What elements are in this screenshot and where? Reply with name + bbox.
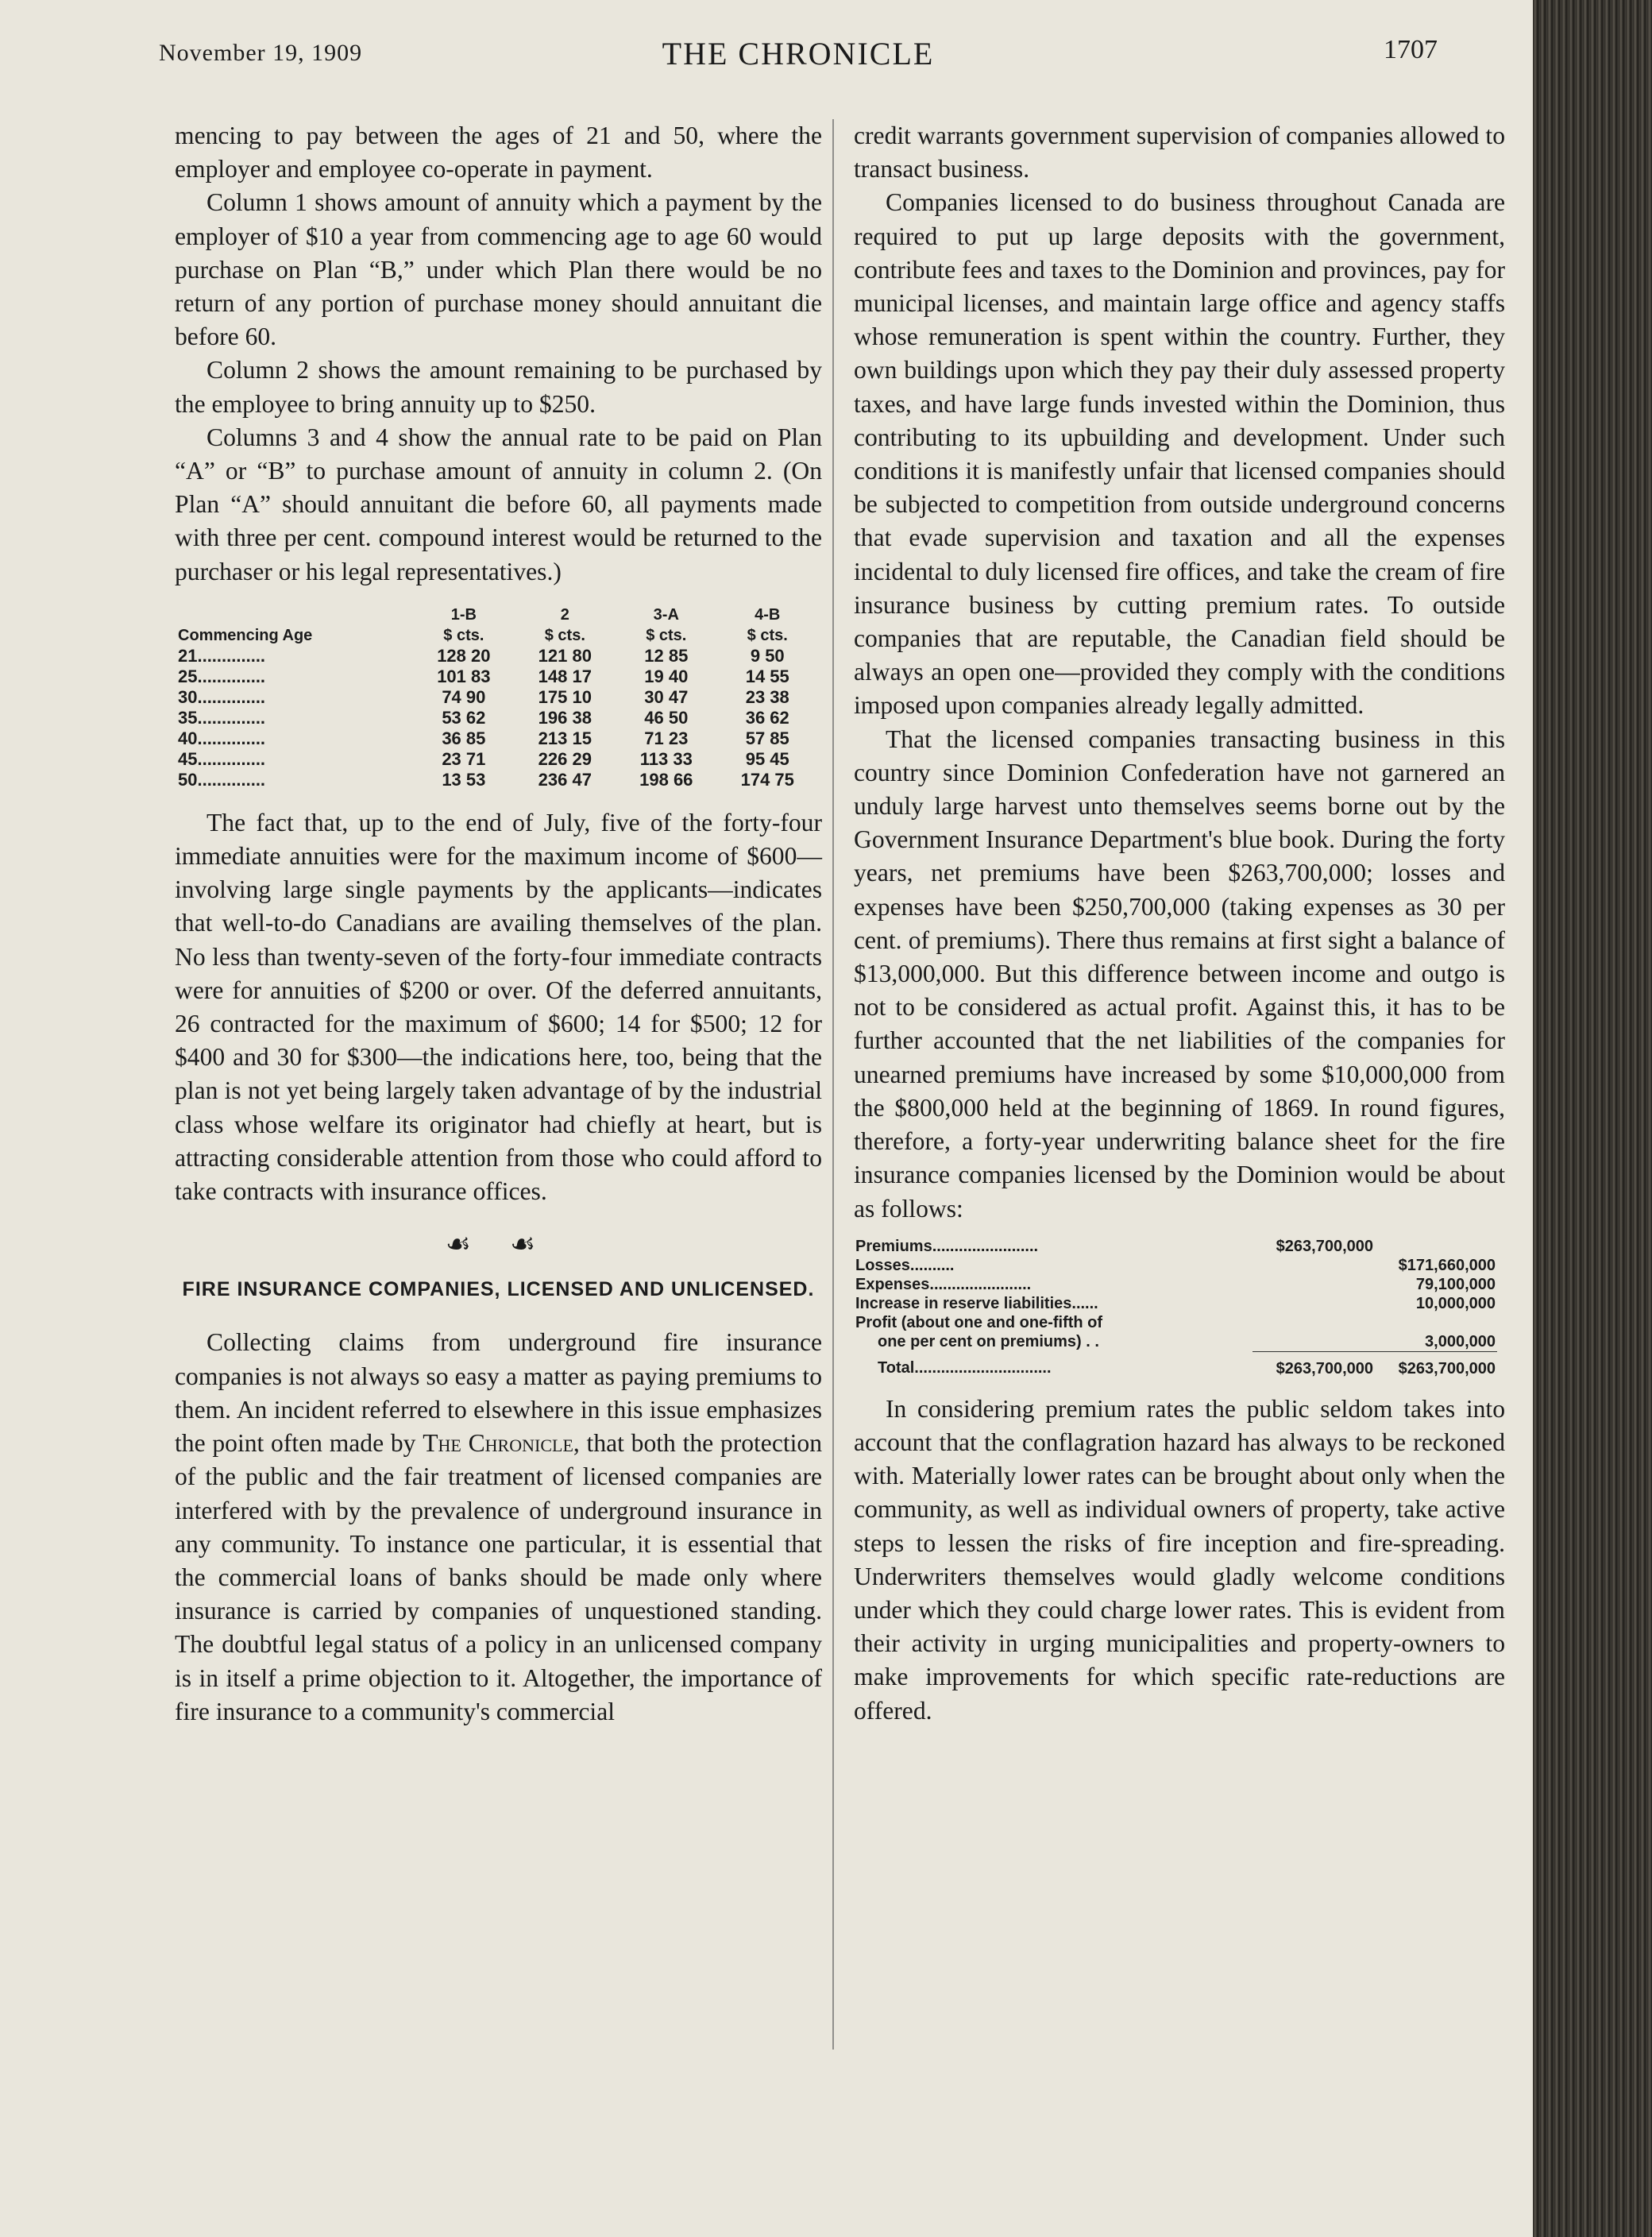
table-row	[175, 666, 818, 687]
table-column-number: 1-B	[450, 605, 477, 624]
remaining-cell: 226 29	[538, 748, 592, 769]
publication-name: The Chronicle	[423, 1429, 573, 1458]
balance-row	[854, 1294, 1497, 1313]
paragraph: Columns 3 and 4 show the annual rate to be paid on Plan “A” or “B” to purchase amount of annuity in column 2. (On Plan “A” should annuitant die before 60, all payments made with three per cent. compound interest would be returned to the purchaser or his legal representatives.)	[175, 423, 822, 585]
rate-a-cell: 71 23	[644, 728, 689, 748]
issue-date: November 19, 1909	[159, 40, 363, 66]
table-row	[175, 646, 818, 666]
table-column-number: 4-B	[755, 605, 781, 624]
balance-debit: $263,700,000	[1276, 1237, 1373, 1255]
rate-b-cell: 9 50	[750, 645, 785, 666]
balance-debit	[1253, 1256, 1375, 1275]
balance-sheet-body	[854, 1237, 1497, 1352]
total-label: Total...............................	[878, 1359, 1052, 1377]
paragraph: That the licensed companies transacting business in this country since Dominion Confederation have not garnered an unduly large harvest unto themselves seems borne out by the Government Insurance Department's blue book. During the forty years, net premiums have been $263,700,000; losses and expenses have been $250,700,000 (taking expenses as 30 per cent. of premiums). There thus remains at first sight a balance of $13,000,000. But this difference between income and outgo is not to be considered as actual profit. Against this, it has to be further accounted that the net liabilities of the companies for unearned premiums have increased by some $10,000,000 from the $800,000 held at the beginning of 1869. In round figures, therefore, a forty-year underwriting balance sheet for the fire insurance companies licensed by the Dominion would be about as follows:	[854, 724, 1505, 1223]
commencing-age-cell: 21..............	[178, 645, 266, 666]
table-unit: $ cts.	[646, 626, 687, 644]
balance-label: Increase in reserve liabilities......	[855, 1294, 1098, 1312]
rate-b-cell: 23 38	[745, 686, 789, 707]
table-header-row	[175, 605, 818, 625]
right-column	[814, 119, 1505, 1728]
balance-label: Losses..........	[855, 1256, 955, 1274]
page-number: 1707	[1384, 35, 1438, 64]
paragraph: Column 1 shows amount of annuity which a payment by the employer of $10 a year from commencing age to age 60 would purchase on Plan “B,” under which Plan there would be no return of any portion of purchase money should annuitant die before 60.	[175, 188, 822, 351]
balance-label: Expenses.......................	[855, 1275, 1032, 1293]
balance-sheet	[854, 1237, 1497, 1378]
table-column-number: 2	[560, 605, 569, 624]
book-edge	[1533, 0, 1652, 2237]
commencing-age-cell: 25..............	[178, 666, 266, 686]
rate-b-cell: 95 45	[745, 748, 789, 769]
balance-label: Premiums........................	[855, 1237, 1039, 1255]
rate-a-cell: 198 66	[639, 769, 693, 790]
rate-b-cell: 57 85	[745, 728, 789, 748]
table-unit: $ cts.	[544, 626, 585, 644]
table-units-row	[175, 625, 818, 646]
balance-credit: $171,660,000	[1398, 1256, 1496, 1274]
paragraph: Column 2 shows the amount remaining to be purchased by the employee to bring annuity up to $250.	[175, 356, 822, 418]
remaining-cell: 236 47	[538, 769, 592, 790]
commencing-age-label: Commencing Age	[178, 626, 313, 644]
annuity-cell: 53 62	[442, 707, 486, 728]
balance-label: Profit (about one and one-fifth of	[855, 1313, 1103, 1331]
table-row	[175, 708, 818, 728]
commencing-age-cell: 35..............	[178, 707, 266, 728]
balance-row	[854, 1332, 1497, 1352]
table-row	[175, 687, 818, 708]
balance-row	[854, 1313, 1497, 1332]
paragraph	[175, 1326, 822, 1728]
paragraph: mencing to pay between the ages of 21 and 50, where the employer and employee co-operate in payment.	[175, 122, 822, 184]
running-head	[159, 35, 1438, 79]
annuity-cell: 13 53	[442, 769, 486, 790]
annuity-cell: 101 83	[437, 666, 491, 686]
balance-credit: 10,000,000	[1415, 1294, 1496, 1312]
balance-debit	[1253, 1275, 1375, 1294]
balance-row	[854, 1237, 1497, 1256]
rate-b-cell: 36 62	[745, 707, 789, 728]
rate-a-cell: 113 33	[639, 748, 693, 769]
balance-debit	[1253, 1294, 1375, 1313]
paragraph: The fact that, up to the end of July, five of the forty-four immediate annuities were for the maximum income of $600—involving large single payments by the applicants—indicates that well-to-do Canadians are availing themselves of the plan. No less than twenty-seven of the forty-four immediate contracts were for annuities of $200 or over. Of the deferred annuitants, 26 contracted for the maximum of $600; 14 for $500; 12 for $400 and 30 for $300—the indications here, too, being that the plan is not yet being largely taken advantage of by the industrial class whose welfare its originator had chiefly at heart, but is attracting considerable attention from those who could afford to take contracts with insurance offices.	[175, 808, 822, 1206]
commencing-age-cell: 30..............	[178, 686, 266, 707]
remaining-cell: 121 80	[538, 645, 592, 666]
left-column	[175, 119, 822, 1729]
balance-total-row	[854, 1351, 1497, 1378]
balance-credit: 3,000,000	[1425, 1332, 1496, 1350]
annuity-cell: 23 71	[442, 748, 486, 769]
remaining-cell: 213 15	[538, 728, 592, 748]
table-column-label	[175, 605, 413, 625]
rate-a-cell: 46 50	[644, 707, 689, 728]
rate-a-cell: 12 85	[644, 645, 689, 666]
paragraph: credit warrants government supervision of companies allowed to transact business.	[854, 122, 1505, 184]
table-row	[175, 770, 818, 790]
balance-credit	[1375, 1313, 1497, 1332]
annuity-cell: 128 20	[437, 645, 491, 666]
paragraph: In considering premium rates the public seldom takes into account that the conflagration hazard has always to be reckoned with. Materially lower rates can be brought about only when the community, as well as individual owners of property, take active steps to lessen the risks of fire inception and fire-spreading. Underwriters themselves would gladly welcome conditions under which they could charge lower rates. This is evident from their activity in urging municipalities and property-owners to make improvements for which specific rate-reductions are offered.	[854, 1394, 1505, 1725]
table-row	[175, 749, 818, 770]
table-row	[175, 728, 818, 749]
table-unit: $ cts.	[747, 626, 788, 644]
balance-debit	[1253, 1332, 1375, 1352]
table-unit: $ cts.	[443, 626, 484, 644]
annuity-table	[175, 605, 818, 790]
section-title: FIRE INSURANCE COMPANIES, LICENSED AND UNLICENSED.	[182, 1278, 815, 1301]
table-column-number: 3-A	[653, 605, 679, 624]
balance-credit: 79,100,000	[1415, 1275, 1496, 1293]
text-run: , that both the protection of the public and the fair treatment of licensed companies are interfered with by the prevalence of underground insurance in any community. To instance one particular, it is essential that the commercial loans of banks should be made only where insurance is carried by companies of unquestioned standing. The doubtful legal status of a policy in an unlicensed company is in itself a prime objection to it. Altogether, the importance of fire insurance to a community's commercial	[175, 1429, 823, 1725]
balance-credit	[1375, 1237, 1497, 1256]
remaining-cell: 148 17	[538, 666, 592, 686]
total-debit: $263,700,000	[1253, 1351, 1375, 1378]
rate-a-cell: 30 47	[644, 686, 689, 707]
commencing-age-cell: 50..............	[178, 769, 266, 790]
section-ornament: ☙ ☙	[445, 1228, 552, 1261]
text-run: Collecting claims from underground fire insurance companies is not always so easy a matter as paying premiums to them. An incident referred to elsewhere in this issue emphasizes the point often made by	[175, 1328, 822, 1458]
rate-a-cell: 19 40	[644, 666, 689, 686]
balance-debit	[1253, 1313, 1375, 1332]
balance-label: one per cent on premiums) . .	[878, 1332, 1099, 1350]
remaining-cell: 175 10	[538, 686, 592, 707]
total-credit: $263,700,000	[1375, 1351, 1497, 1378]
annuity-cell: 36 85	[442, 728, 486, 748]
remaining-cell: 196 38	[538, 707, 592, 728]
commencing-age-cell: 45..............	[178, 748, 266, 769]
publication-title: THE CHRONICLE	[662, 36, 935, 71]
balance-row	[854, 1256, 1497, 1275]
rate-b-cell: 14 55	[745, 666, 789, 686]
annuity-table-body	[175, 646, 818, 790]
balance-row	[854, 1275, 1497, 1294]
paragraph: Companies licensed to do business throughout Canada are required to put up large deposits with the government, contribute fees and taxes to the Dominion and provinces, pay for municipal licenses, and maintain large office and agency staffs whose remuneration is spent within the country. Further, they own buildings upon which they pay their duly assessed property taxes, and have large funds invested within the Dominion, thus contributing to its upbuilding and development. Under such conditions it is manifestly unfair that licensed companies should be subjected to competition from outside underground concerns that evade supervision and taxation and all the expenses incidental to duly licensed fire offices, and take the cream of fire insurance business by cutting premium rates. To outside companies that are reputable, the Canadian field should be always an open one—provided they comply with the conditions imposed upon companies already legally admitted.	[854, 188, 1505, 720]
commencing-age-cell: 40..............	[178, 728, 266, 748]
rate-b-cell: 174 75	[740, 769, 794, 790]
annuity-cell: 74 90	[442, 686, 486, 707]
